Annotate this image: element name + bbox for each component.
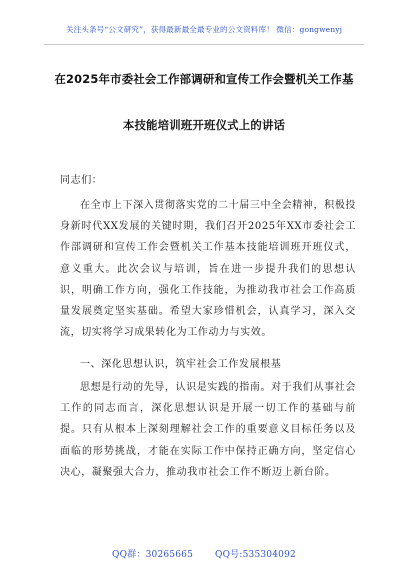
body-paragraph-2: 思想是行动的先导，认识是实践的指南。对于我们从事社会工作的同志而言，深化思想认识是开展一切工作的基础与前提。只有从根本上深刻理解社会工作的重要意义目标任务以及面临的形势挑战，才能在实际工作中保持正确方向，坚定信心决心，凝聚强大合力，推动我市社会工作不断迈上新台阶。 <box>60 382 356 478</box>
document-title-line-1: 在2025年市委社会工作部调研和宣传工作会暨机关工作基 <box>54 72 354 86</box>
salutation: 同志们： <box>60 175 103 186</box>
header-promo-note: 关注头条号“公文研究”，获得最新最全最专业的公文资料库！ 微信：gongwenyj <box>65 25 343 34</box>
header-divider <box>44 44 364 45</box>
body-paragraph-1: 在全市上下深入贯彻落实党的二十届三中全会精神，积极投身新时代XX发展的关键时期，我们召开2025年XX市委社会工作部调研和宣传工作会暨机关工作基本技能培训班开班仪式，意义重大。此次会议与培训，旨在进一步提升我们的思想认识，明确工作方向，强化工作技能，为推动我市社会工作高质量发展奠定坚实基础。希望大家珍惜机会，认真学习，深入交流，切实将学习成果转化为工作动力与实效。 <box>60 200 356 339</box>
footer-qq-number: QQ号:535304092 <box>215 550 296 560</box>
section-heading-1: 一、深化思想认识，筑牢社会工作发展根基 <box>80 359 282 370</box>
footer-contact <box>0 547 408 560</box>
footer-qq-group: QQ群：30265665 <box>112 550 194 560</box>
document-title-line-2: 本技能培训班开班仪式上的讲话 <box>122 118 286 132</box>
